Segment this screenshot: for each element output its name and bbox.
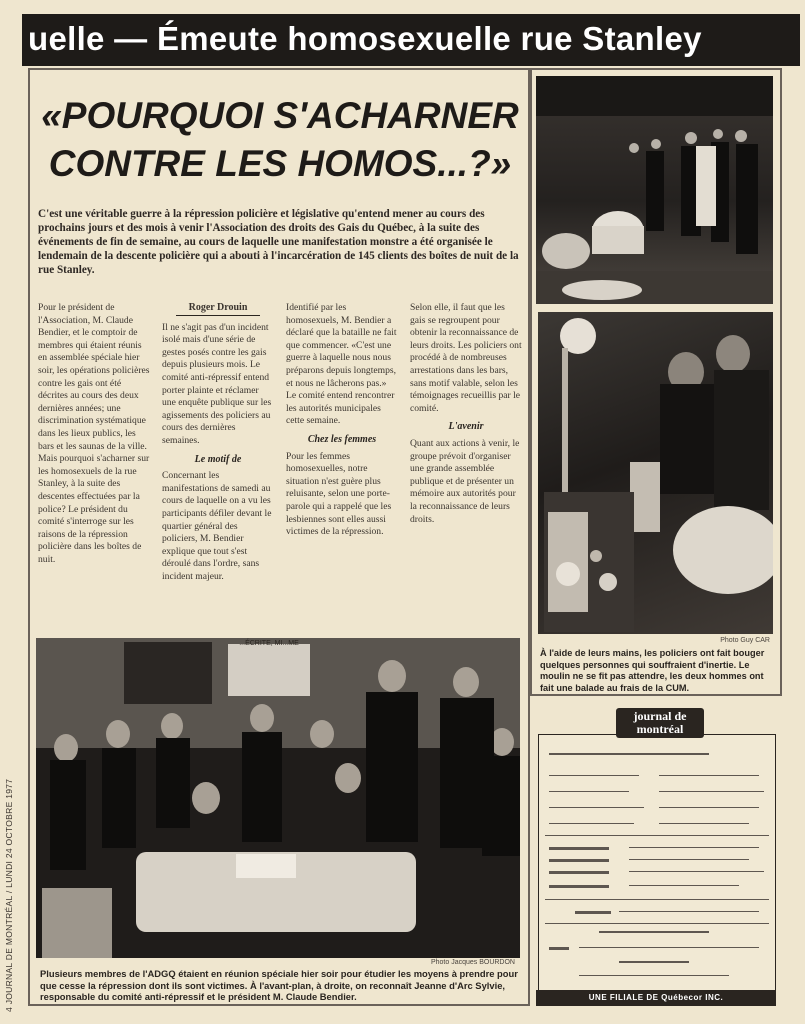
photo-caption-bottom: Plusieurs membres de l'ADGQ étaient en réunion spéciale hier soir pour étudier les moyens à prendre pour que cesse la répression dont ils sont victimes. À l'avant-plan, à droite, on reconnaît Jeanne d'Arc Sylvie, responsable du comité anti-répressif et le président M. Claude Bendier. [40, 968, 518, 1003]
photo-meeting-graphic [36, 638, 520, 958]
article-column-3: Identifié par les homosexuels, M. Bendier a déclaré que la bataille ne fait que commencer. «C'est une guerre à laquelle nous nous préparons depuis longtemps, et nous ne lâcherons pas.» Le comité entend rencontrer les autorités municipales cette semaine. Chez les femmes Pour les femmes homosexuelles, notre situation n'est guère plus reluisante, selon une porte-parole qui a rappelé que les lesbiennes sont elles aussi victimes de la répression. [286, 302, 397, 538]
headline-line-2: CONTRE LES HOMOS...?» [48, 143, 512, 184]
photo-meeting [36, 638, 520, 958]
masthead-logo-text: journal de montréal [633, 709, 687, 736]
photo-credit-right: Photo Guy CAR [720, 637, 770, 644]
article-column-1: Pour le président de l'Association, M. Claude Bendier, et le comptoir de membres qui étaient réunis en assemblée spéciale hier soir, les opérations policières contre les gais ont été décrites au cours des deux dernières années; une discrimination systématique dans les lieux publics, les bars et les saunas de la ville. Mais pourquoi s'acharner sur les homosexuels de la rue Stanley, à la suite des descentes effectuées par la police? Le président du comité s'interroge sur les raisons de la répression policière dans les boîtes de nuit. [38, 302, 150, 565]
byline: Roger Drouin [176, 302, 260, 316]
banner-title: uelle — Émeute homosexuelle rue Stanley [28, 20, 702, 57]
section-banner [22, 14, 800, 66]
page-folio: 4 JOURNAL DE MONTRÉAL / LUNDI 24 OCTOBRE 1977 [4, 778, 14, 1012]
masthead-footer: UNE FILIALE DE Québecor INC. [536, 990, 776, 1006]
article-column-2: Roger Drouin Il ne s'agit pas d'un incident isolé mais d'une série de gestes posés contre les gais depuis plusieurs mois. Le comité anti-répressif entend porter plainte et réclamer une enquête publique sur les agissements des policiers au cours des dernières semaines. Le motif de Concernant les manifestations de samedi au cours de laquelle on a vu les participants défiler devant le quartier général des policiers, M. Bendier explique que tout s'est déroulé dans l'ordre, sans incident majeur. [162, 302, 274, 583]
masthead-box [532, 700, 780, 1010]
headline [40, 92, 520, 188]
article-body-columns [38, 302, 522, 632]
article-column-4: Selon elle, il faut que les gais se regroupent pour obtenir la reconnaissance de leurs droits. Les policiers ont procédé à de nombreuses arrestations dans les bars, sans motif valable, selon les témoignages recueillis par le comité. L'avenir Quant aux actions à venir, le groupe prévoit d'organiser une grande assemblée publique et de présenter un mémoire aux autorités pour la reconnaissance de leurs droits. [410, 302, 522, 525]
photo-credit-bottom: Photo Jacques BOURDON [430, 959, 515, 966]
photo-police-car-graphic [538, 312, 773, 634]
photo-police-car [538, 312, 773, 634]
masthead-info-panel [538, 734, 776, 992]
subhead-3: L'avenir [448, 421, 484, 433]
article-lede: C'est une véritable guerre à la répression policière et législative qu'entend mener au cours des prochains jours et des mois à venir l'Association des droits des Gais du Québec, à la suite des événements de fin de semaine, au cours de laquelle une manifestation monstre a été organisée le lendemain de la descente policière qui a abouti à l'incarcération de 145 clients des boîtes de nuit de la rue Stanley. [38, 208, 519, 276]
masthead-logo [616, 708, 704, 738]
photo-wall-sign: ...ÉCRITE, MI...ME [239, 640, 299, 647]
subhead-2: Chez les femmes [307, 433, 377, 445]
photo-caption-right: À l'aide de leurs mains, les policiers ont fait bouger quelques personnes qui souffraient d'inertie. Le moulin ne se fit pas attendre, les deux hommes ont fait une balade au frais de la CUM. [540, 648, 765, 693]
headline-line-1: «POURQUOI S'ACHARNER [41, 95, 519, 136]
subhead-1: Le motif de [194, 453, 242, 465]
photo-street-riot-graphic [536, 76, 773, 304]
photo-street-riot [536, 76, 773, 304]
